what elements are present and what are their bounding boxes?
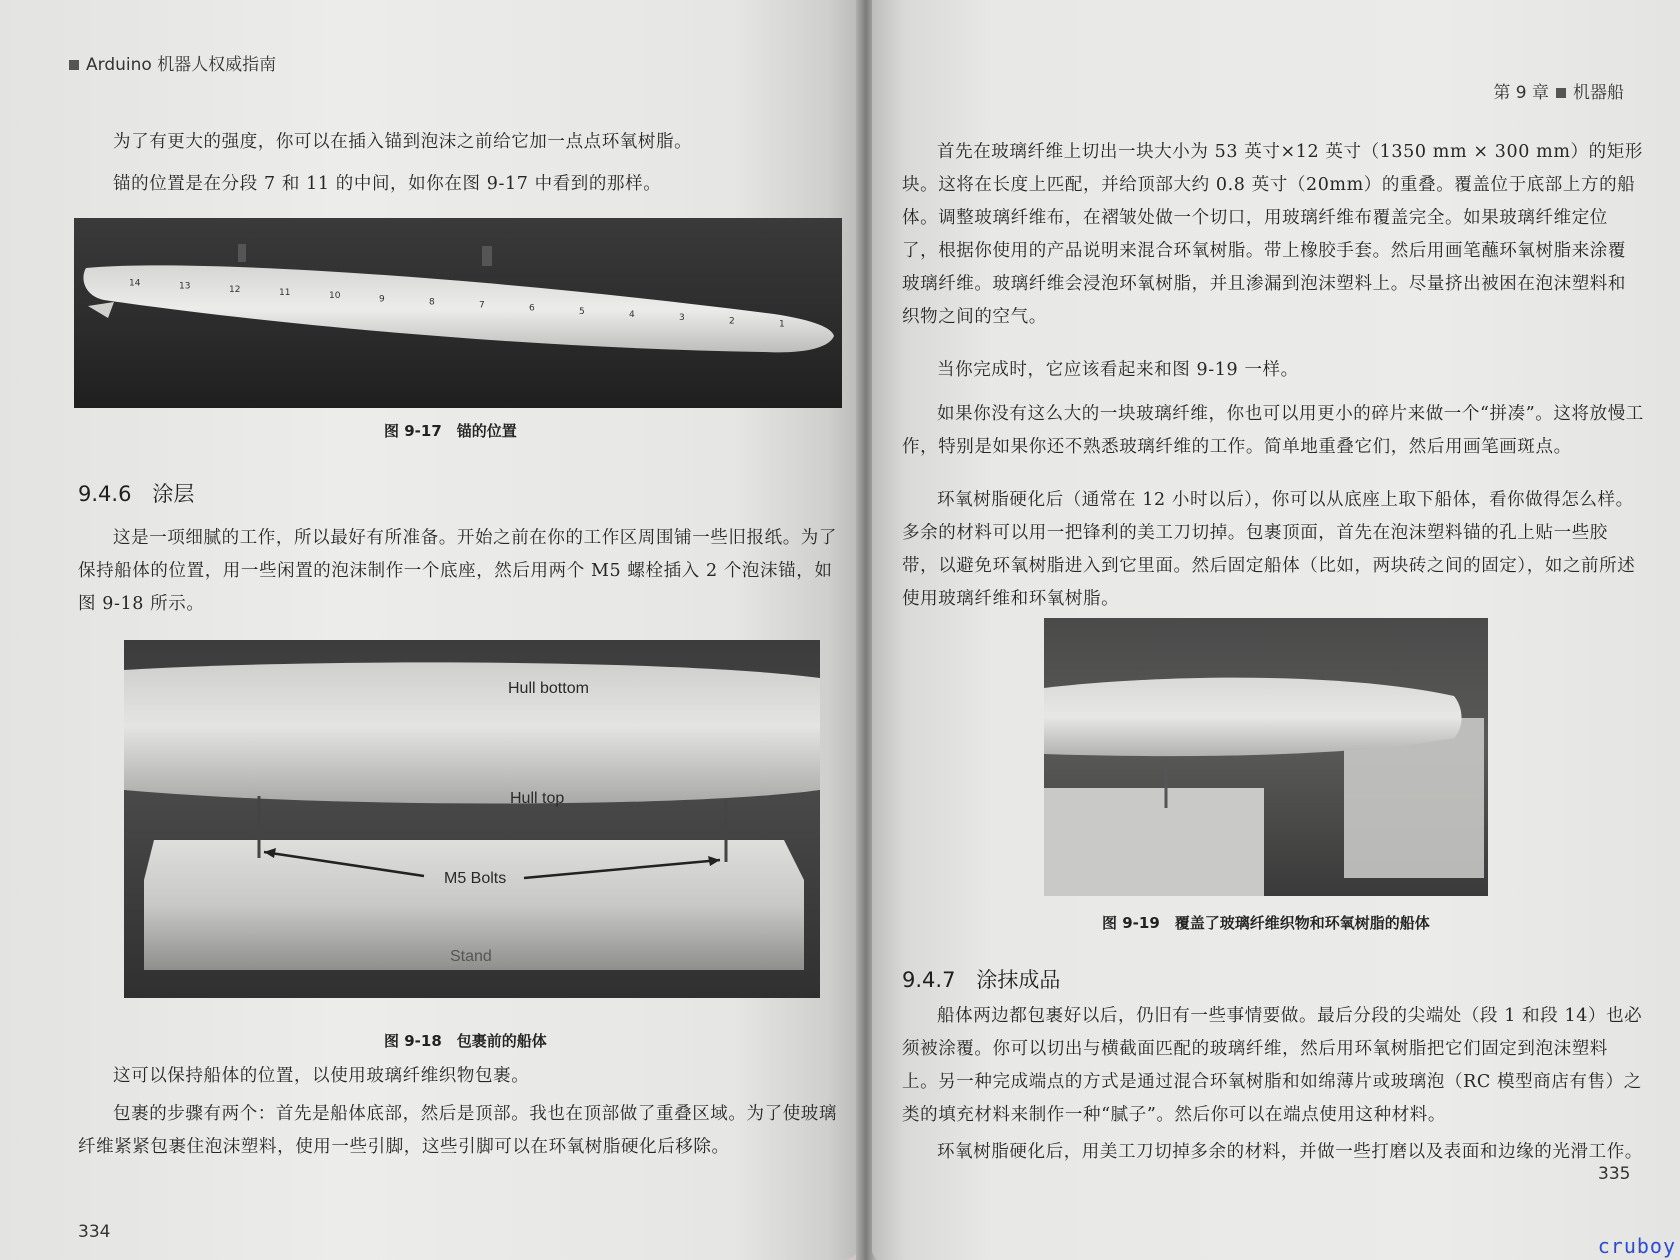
hull-photo-svg <box>74 218 842 408</box>
label-hull-bottom: Hull bottom <box>508 680 589 697</box>
segment-mark: 9 <box>379 294 385 305</box>
segment-mark: 14 <box>129 278 141 289</box>
segment-mark: 5 <box>579 306 585 317</box>
paragraph: 这可以保持船体的位置，以使用玻璃纤维织物包裹。 <box>113 1066 530 1086</box>
figure-9-18-photo <box>124 640 820 998</box>
segment-mark: 7 <box>479 300 485 311</box>
segment-mark: 13 <box>179 281 191 292</box>
running-head-left <box>62 50 276 75</box>
anchor-right <box>482 246 492 266</box>
paragraph: 包裹的步骤有两个：首先是船体底部，然后是顶部。我也在顶部做了重叠区域。为了使玻璃纤维紧紧包裹住泡沫塑料，使用一些引脚，这些引脚可以在环氧树脂硬化后移除。 <box>78 1104 837 1157</box>
paragraph: 如果你没有这么大的一块玻璃纤维，你也可以用更小的碎片来做一个“拼凑”。这将放慢工作，特别是如果你还不熟悉玻璃纤维的工作。简单地重叠它们，然后用画笔画斑点。 <box>902 404 1644 457</box>
hull-on-stand-svg <box>124 640 820 998</box>
segment-mark: 6 <box>529 303 535 314</box>
figure-caption: 图 9-19 覆盖了玻璃纤维织物和环氧树脂的船体 <box>1102 914 1430 932</box>
coated-hull-svg <box>1044 618 1488 896</box>
hull-shape <box>83 265 834 352</box>
paragraph: 首先在玻璃纤维上切出一块大小为 53 英寸×12 英寸（1350 mm × 300 mm）的矩形块。这将在长度上匹配，并给顶部大约 0.8 英寸（20mm）的重叠。覆盖位于底部上方的船体。调整玻璃纤维布，在褶皱处做一个切口，用玻璃纤维布覆盖完全。如果玻璃纤维定位了，根据你使用的产品说明来混合环氧树脂。带上橡胶手套。然后用画笔蘸环氧树脂来涂覆玻璃纤维。玻璃纤维会浸泡环氧树脂，并且渗漏到泡沫塑料上。尽量挤出被困在泡沫塑料和织物之间的空气。 <box>902 142 1643 327</box>
square-bullet-icon <box>69 60 79 70</box>
running-head-right <box>1493 78 1624 103</box>
foam-stand <box>1044 788 1264 896</box>
paragraph: 环氧树脂硬化后，用美工刀切掉多余的材料，并做一些打磨以及表面和边缘的光滑工作。 <box>937 1142 1643 1162</box>
segment-mark: 4 <box>629 310 635 320</box>
paragraph: 锚的位置是在分段 7 和 11 的中间，如你在图 9-17 中看到的那样。 <box>113 174 662 194</box>
figure-9-19-photo <box>1044 618 1488 896</box>
hull-fin <box>88 302 114 318</box>
page-number: 334 <box>78 1222 111 1242</box>
segment-mark: 3 <box>679 313 685 324</box>
segment-mark: 8 <box>429 297 435 308</box>
label-hull-top: Hull top <box>510 790 565 807</box>
paragraph: 船体两边都包裹好以后，仍旧有一些事情要做。最后分段的尖端处（段 1 和段 14）也必须被涂覆。你可以切出与横截面匹配的玻璃纤维，然后用环氧树脂把它们固定到泡沫塑料上。另一种完成端点的方式是通过混合环氧树脂和如绵薄片或玻璃泡（RC 模型商店有售）之类的填充材料来制作一种“腻子”。然后你可以在端点使用这种材料。 <box>902 1006 1643 1125</box>
page-number: 335 <box>1598 1164 1631 1184</box>
right-page <box>872 0 1680 1260</box>
segment-mark: 12 <box>229 284 241 295</box>
segment-mark: 11 <box>279 288 291 298</box>
paragraph: 当你完成时，它应该看起来和图 9-19 一样。 <box>937 360 1299 380</box>
label-stand: Stand <box>450 948 492 965</box>
label-m5-bolts: M5 Bolts <box>444 870 507 887</box>
figure-caption: 图 9-17 锚的位置 <box>384 422 517 440</box>
book-title: Arduino 机器人权威指南 <box>86 55 277 75</box>
paragraph: 环氧树脂硬化后（通常在 12 小时以后），你可以从底座上取下船体，看你做得怎么样。多余的材料可以用一把锋利的美工刀切掉。包裹顶面，首先在泡沫塑料锚的孔上贴一些胶带，以避免环氧树脂进入到它里面。然后固定船体（比如，两块砖之间的固定），如之前所述使用玻璃纤维和环氧树脂。 <box>902 490 1636 609</box>
paragraph: 这是一项细腻的工作，所以最好有所准备。开始之前在你的工作区周围铺一些旧报纸。为了保持船体的位置，用一些闲置的泡沫制作一个底座，然后用两个 M5 螺栓插入 2 个泡沫锚，如图 9-18 所示。 <box>78 528 837 614</box>
segment-mark: 2 <box>729 316 735 327</box>
hull-body <box>124 662 820 803</box>
section-heading: 9.4.6 涂层 <box>78 482 195 506</box>
square-bullet-icon <box>1556 88 1566 98</box>
anchor-left <box>238 244 246 262</box>
chapter-title: 机器船 <box>1573 83 1624 103</box>
section-heading: 9.4.7 涂抹成品 <box>902 968 1061 992</box>
figure-9-17-photo <box>74 218 842 408</box>
paragraph: 为了有更大的强度，你可以在插入锚到泡沫之前给它加一点点环氧树脂。 <box>113 132 693 152</box>
hull-shape <box>1044 678 1462 756</box>
segment-mark: 10 <box>329 291 341 302</box>
chapter-label: 第 9 章 <box>1493 83 1549 103</box>
segment-mark: 1 <box>779 319 785 330</box>
figure-caption: 图 9-18 包裹前的船体 <box>384 1032 547 1050</box>
watermark: cruboy <box>1597 1234 1676 1258</box>
